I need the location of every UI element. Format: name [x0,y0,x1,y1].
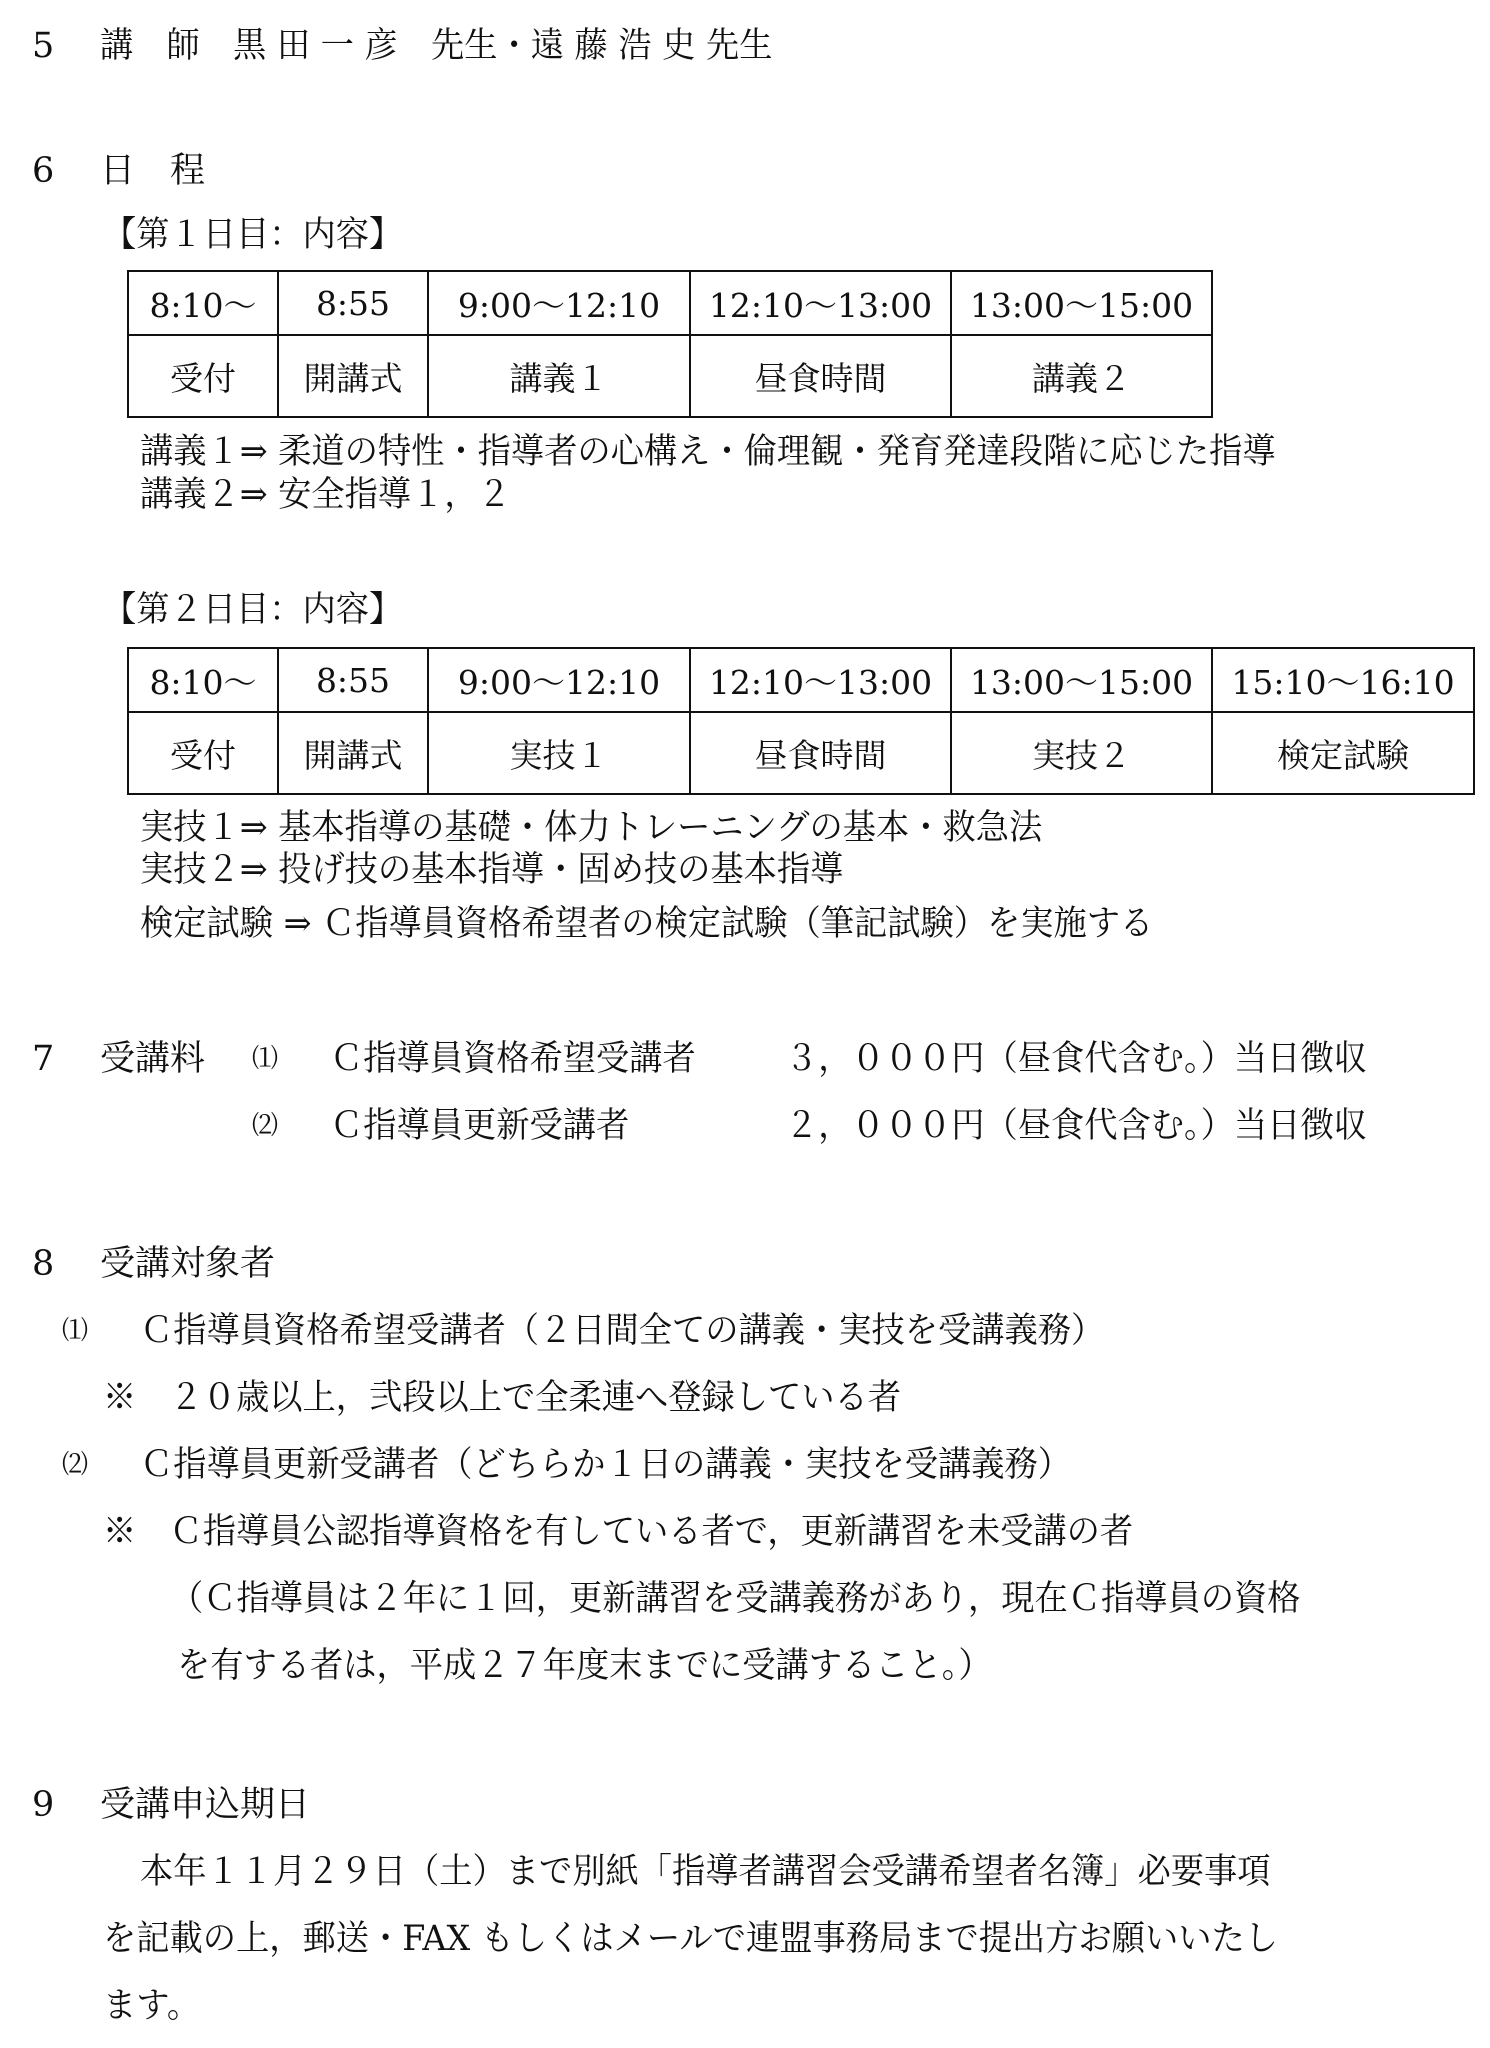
section-7-number: 7 [32,1039,55,1079]
day1-note [140,474,530,516]
section-5-number: 5 [32,26,55,66]
target-item-mark: ⑵ [62,1450,89,1480]
target-item [140,1444,1120,1486]
day2-activity-cell: 昼食時間 [690,712,951,794]
day1-note [140,431,1335,473]
section-9-number: 9 [32,1785,55,1825]
fee-item-amount-text: ２，０００円（昼食代含む。）当日徴収 [785,1106,1367,1146]
target-item-paren-text: （Ｃ指導員は２年に１回，更新講習を受講義務があり，現在Ｃ指導員の資格 [170,1579,1301,1619]
target-item-note [103,1511,1187,1553]
fee-item-who-text: Ｃ指導員資格希望受講者 [330,1039,696,1079]
day1-note-text: 講義１⇒ 柔道の特性・指導者の心構え・倫理観・発育発達段階に応じた指導 [140,432,1276,472]
lecturers-text: 講 師 黒 田 一 彦 先生・遠 藤 浩 史 先生 [100,26,773,66]
deadline-line-text: 本年１１月２９日（土）まで別紙「指導者講習会受講希望者名簿」必要事項 [140,1852,1271,1892]
day2-time-cell: 12:10〜13:00 [690,648,951,712]
day2-time-row [128,648,1474,712]
target-item-text: Ｃ指導員資格希望受講者（２日間全ての講義・実技を受講義務） [140,1311,1105,1351]
section-6-number: 6 [32,151,55,191]
deadline-paragraph-line [103,1985,205,2027]
day2-schedule-table [127,647,1475,795]
target-item-note-text: ※ ２０歳以上，弐段以上で全柔連へ登録している者 [103,1378,902,1418]
day1-activity-cell: 講義１ [428,335,690,417]
day2-time-cell: 8:10〜 [128,648,278,712]
day1-note-text: 講義２⇒ 安全指導１，２ [140,475,511,515]
day2-heading [103,589,418,631]
section-9-title: 受講申込期日 [100,1785,311,1825]
day1-heading [103,214,418,256]
fee-item-amount-text: ３，０００円（昼食代含む。）当日徴収 [785,1039,1367,1079]
target-item [140,1310,1155,1352]
fee-item-mark: ⑵ [252,1111,279,1141]
fee-item-amount [785,1038,1398,1080]
day2-time-cell: 9:00〜12:10 [428,648,690,712]
day1-activity-row [128,335,1212,417]
day2-note [140,849,880,891]
day2-activity-cell: 実技２ [951,712,1212,794]
day2-note [140,903,1207,945]
target-item-text: Ｃ指導員更新受講者（どちらか１日の講義・実技を受講義務） [140,1445,1072,1485]
day2-time-cell: 13:00〜15:00 [951,648,1212,712]
deadline-line-text: ます。 [103,1986,201,2026]
day1-time-cell: 8:10〜 [128,271,278,335]
day1-activity-cell: 講義２ [951,335,1212,417]
day1-activity-cell: 開講式 [278,335,428,417]
deadline-line-text: を記載の上，郵送・FAX もしくはメールで連盟事務局まで提出方お願いいたし [103,1919,1279,1959]
day2-activity-cell: 検定試験 [1212,712,1474,794]
deadline-paragraph-line [103,1918,1340,1960]
section-8-title: 受講対象者 [100,1244,276,1284]
day1-activity-cell: 受付 [128,335,278,417]
day2-note [140,807,1090,849]
day2-note-text: 検定試験 ⇒ Ｃ指導員資格希望者の検定試験（筆記試験）を実施する [140,904,1154,944]
day2-time-cell: 15:10〜16:10 [1212,648,1474,712]
fee-item-who [330,1105,645,1147]
day2-activity-row [128,712,1474,794]
fee-item-mark: ⑴ [252,1044,279,1074]
target-item-note [103,1377,943,1419]
day1-time-cell: 8:55 [278,271,428,335]
day2-time-cell: 8:55 [278,648,428,712]
day2-activity-cell: 受付 [128,712,278,794]
fee-item-who [330,1038,715,1080]
day1-time-row [128,271,1212,335]
day1-time-cell: 9:00〜12:10 [428,271,690,335]
section-5-lecturers [100,25,808,67]
section-6-title: 日 程 [100,151,206,191]
day1-activity-cell: 昼食時間 [690,335,951,417]
day2-note-text: 実技１⇒ 基本指導の基礎・体力トレーニングの基本・救急法 [140,808,1043,848]
section-7-title: 受講料 [100,1039,206,1079]
day2-activity-cell: 開講式 [278,712,428,794]
target-item-mark: ⑴ [62,1316,89,1346]
target-item-paren [170,1578,1360,1620]
target-item-paren-text: を有する者は，平成２７年度末までに受講すること。） [177,1646,992,1686]
fee-item-who-text: Ｃ指導員更新受講者 [330,1106,630,1146]
fee-item-amount [785,1105,1398,1147]
day2-note-text: 実技２⇒ 投げ技の基本指導・固め技の基本指導 [140,850,844,890]
section-8-number: 8 [32,1244,55,1284]
target-item-note-text: ※ Ｃ指導員公認指導資格を有している者で，更新講習を未受講の者 [103,1512,1134,1552]
day2-heading-text: 【第２日目：内容】 [103,590,403,630]
target-item-paren [177,1645,1035,1687]
day1-time-cell: 13:00〜15:00 [951,271,1212,335]
day1-schedule-table [127,270,1213,418]
day2-activity-cell: 実技１ [428,712,690,794]
day1-time-cell: 12:10〜13:00 [690,271,951,335]
day1-heading-text: 【第１日目：内容】 [103,215,403,255]
deadline-paragraph-line [140,1851,1330,1893]
